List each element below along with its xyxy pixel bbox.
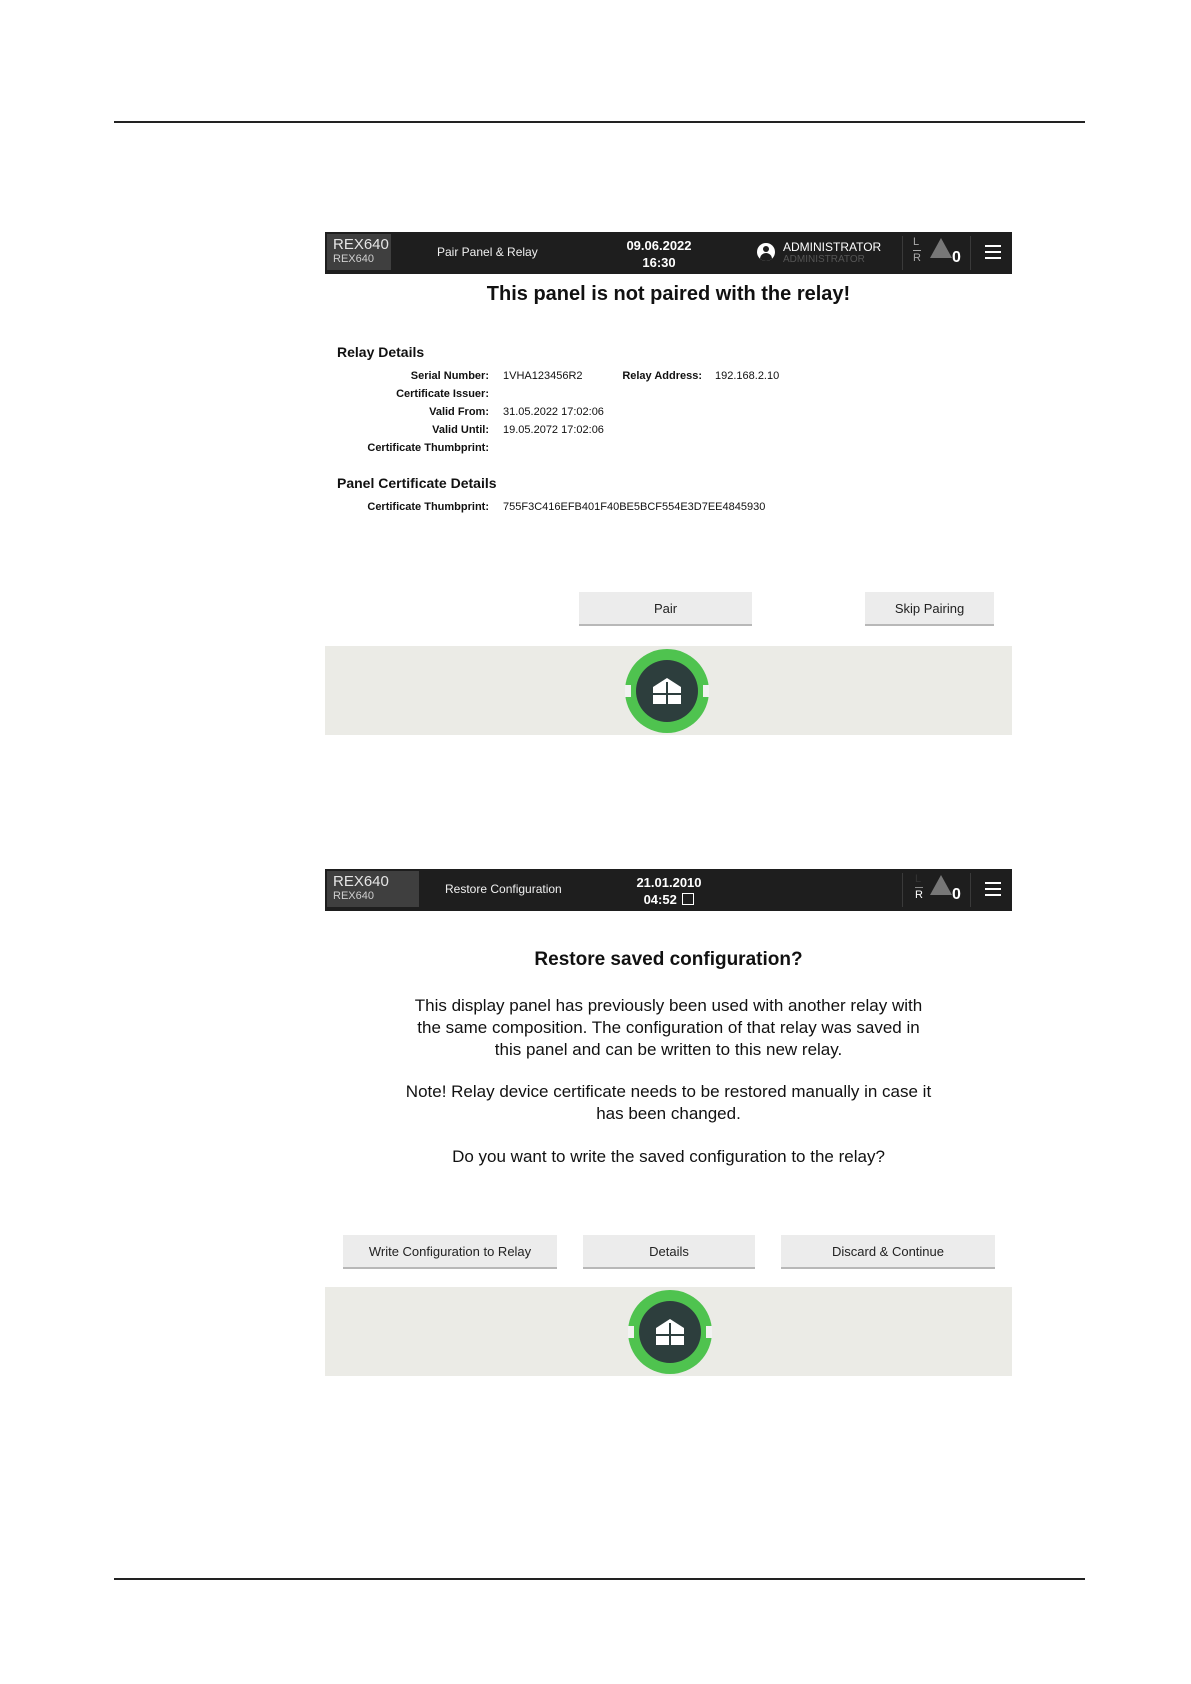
relay-certificate-thumbprint-label: Certificate Thumbprint: bbox=[367, 442, 489, 454]
serial-number-label: Serial Number: bbox=[410, 370, 489, 382]
valid-until-value: 19.05.2072 17:02:06 bbox=[503, 424, 604, 436]
discard-continue-button[interactable]: Discard & Continue bbox=[781, 1235, 995, 1269]
ring-tick bbox=[628, 1326, 634, 1338]
panel-certificate-heading: Panel Certificate Details bbox=[337, 475, 497, 491]
description-line: This display panel has previously been used with another relay with bbox=[414, 996, 923, 1015]
local-label: L bbox=[915, 873, 922, 885]
device-badge[interactable] bbox=[327, 234, 391, 270]
details-button[interactable]: Details bbox=[583, 1235, 755, 1269]
ring-tick bbox=[625, 685, 631, 697]
page-bottom-rule bbox=[114, 1578, 1085, 1580]
date-time bbox=[617, 237, 701, 271]
device-model: REX640 bbox=[333, 236, 389, 253]
remote-label: R bbox=[913, 252, 921, 264]
valid-from-label: Valid From: bbox=[429, 406, 489, 418]
home-button[interactable] bbox=[625, 649, 709, 733]
ring-tick bbox=[703, 685, 709, 697]
local-remote-indicator[interactable] bbox=[915, 872, 923, 903]
home-button-inner bbox=[639, 1301, 701, 1363]
alarm-count: 0 bbox=[952, 886, 961, 903]
home-icon bbox=[653, 678, 681, 704]
description-line: this panel and can be written to this new relay. bbox=[494, 1040, 843, 1059]
divider bbox=[902, 236, 903, 270]
home-icon bbox=[656, 1319, 684, 1345]
date: 09.06.2022 bbox=[626, 238, 692, 253]
dialog-title: Restore saved configuration? bbox=[534, 949, 803, 970]
page-top-rule bbox=[114, 121, 1085, 123]
panel-certificate-thumbprint-label: Certificate Thumbprint: bbox=[367, 501, 489, 513]
local-label: L bbox=[913, 235, 921, 251]
hamburger-menu-icon[interactable] bbox=[985, 882, 1001, 896]
pair-button[interactable]: Pair bbox=[579, 592, 752, 626]
user-role: ADMINISTRATOR bbox=[783, 240, 882, 254]
device-sub: REX640 bbox=[333, 890, 374, 902]
date-time bbox=[627, 874, 711, 908]
certificate-issuer-label: Certificate Issuer: bbox=[396, 388, 489, 400]
remote-label: R bbox=[915, 889, 923, 901]
alarm-warning-icon[interactable] bbox=[930, 875, 952, 895]
restore-configuration-screen bbox=[325, 869, 1012, 1369]
note-line: Note! Relay device certificate needs to be restored manually in case it bbox=[405, 1082, 932, 1101]
home-button-inner bbox=[636, 660, 698, 722]
date: 21.01.2010 bbox=[636, 875, 702, 890]
clock-not-synced-icon bbox=[682, 893, 694, 905]
ring-tick bbox=[706, 1326, 712, 1338]
local-remote-indicator[interactable] bbox=[913, 235, 921, 266]
footer-bar bbox=[325, 1287, 1012, 1376]
divider bbox=[970, 236, 971, 270]
footer-bar bbox=[325, 646, 1012, 735]
top-bar bbox=[325, 869, 1012, 911]
screen-title: Pair Panel & Relay bbox=[437, 245, 538, 259]
time: 04:52 bbox=[643, 892, 677, 907]
dialog-title: This panel is not paired with the relay! bbox=[486, 283, 851, 305]
write-configuration-button[interactable]: Write Configuration to Relay bbox=[343, 1235, 557, 1269]
user-icon bbox=[757, 243, 775, 261]
device-sub: REX640 bbox=[333, 253, 374, 265]
note-paragraph bbox=[325, 1081, 1012, 1125]
divider bbox=[902, 873, 903, 907]
valid-from-value: 31.05.2022 17:02:06 bbox=[503, 406, 604, 418]
screen-title: Restore Configuration bbox=[445, 882, 562, 896]
description-line: the same composition. The configuration of that relay was saved in bbox=[417, 1018, 920, 1037]
description-paragraph bbox=[325, 995, 1012, 1061]
device-badge[interactable] bbox=[327, 871, 419, 907]
panel-certificate-thumbprint-value: 755F3C416EFB401F40BE5BCF554E3D7EE4845930 bbox=[503, 501, 766, 513]
home-button[interactable] bbox=[628, 1290, 712, 1374]
device-model: REX640 bbox=[333, 873, 389, 890]
serial-number-value: 1VHA123456R2 bbox=[503, 370, 583, 382]
question-text: Do you want to write the saved configuration to the relay? bbox=[452, 1147, 885, 1166]
hamburger-menu-icon[interactable] bbox=[985, 245, 1001, 259]
alarm-count: 0 bbox=[952, 249, 961, 266]
time: 16:30 bbox=[642, 255, 676, 270]
relay-address-label: Relay Address: bbox=[622, 370, 702, 382]
alarm-warning-icon[interactable] bbox=[930, 238, 952, 258]
divider bbox=[970, 873, 971, 907]
skip-pairing-button[interactable]: Skip Pairing bbox=[865, 592, 994, 626]
top-bar bbox=[325, 232, 1012, 274]
relay-address-value: 192.168.2.10 bbox=[715, 370, 780, 382]
time-row bbox=[627, 891, 711, 908]
note-line: has been changed. bbox=[596, 1104, 741, 1123]
pair-panel-screen bbox=[325, 232, 1012, 737]
user-role-sub: ADMINISTRATOR bbox=[783, 254, 865, 265]
valid-until-label: Valid Until: bbox=[432, 424, 489, 436]
relay-details-heading: Relay Details bbox=[337, 344, 425, 360]
